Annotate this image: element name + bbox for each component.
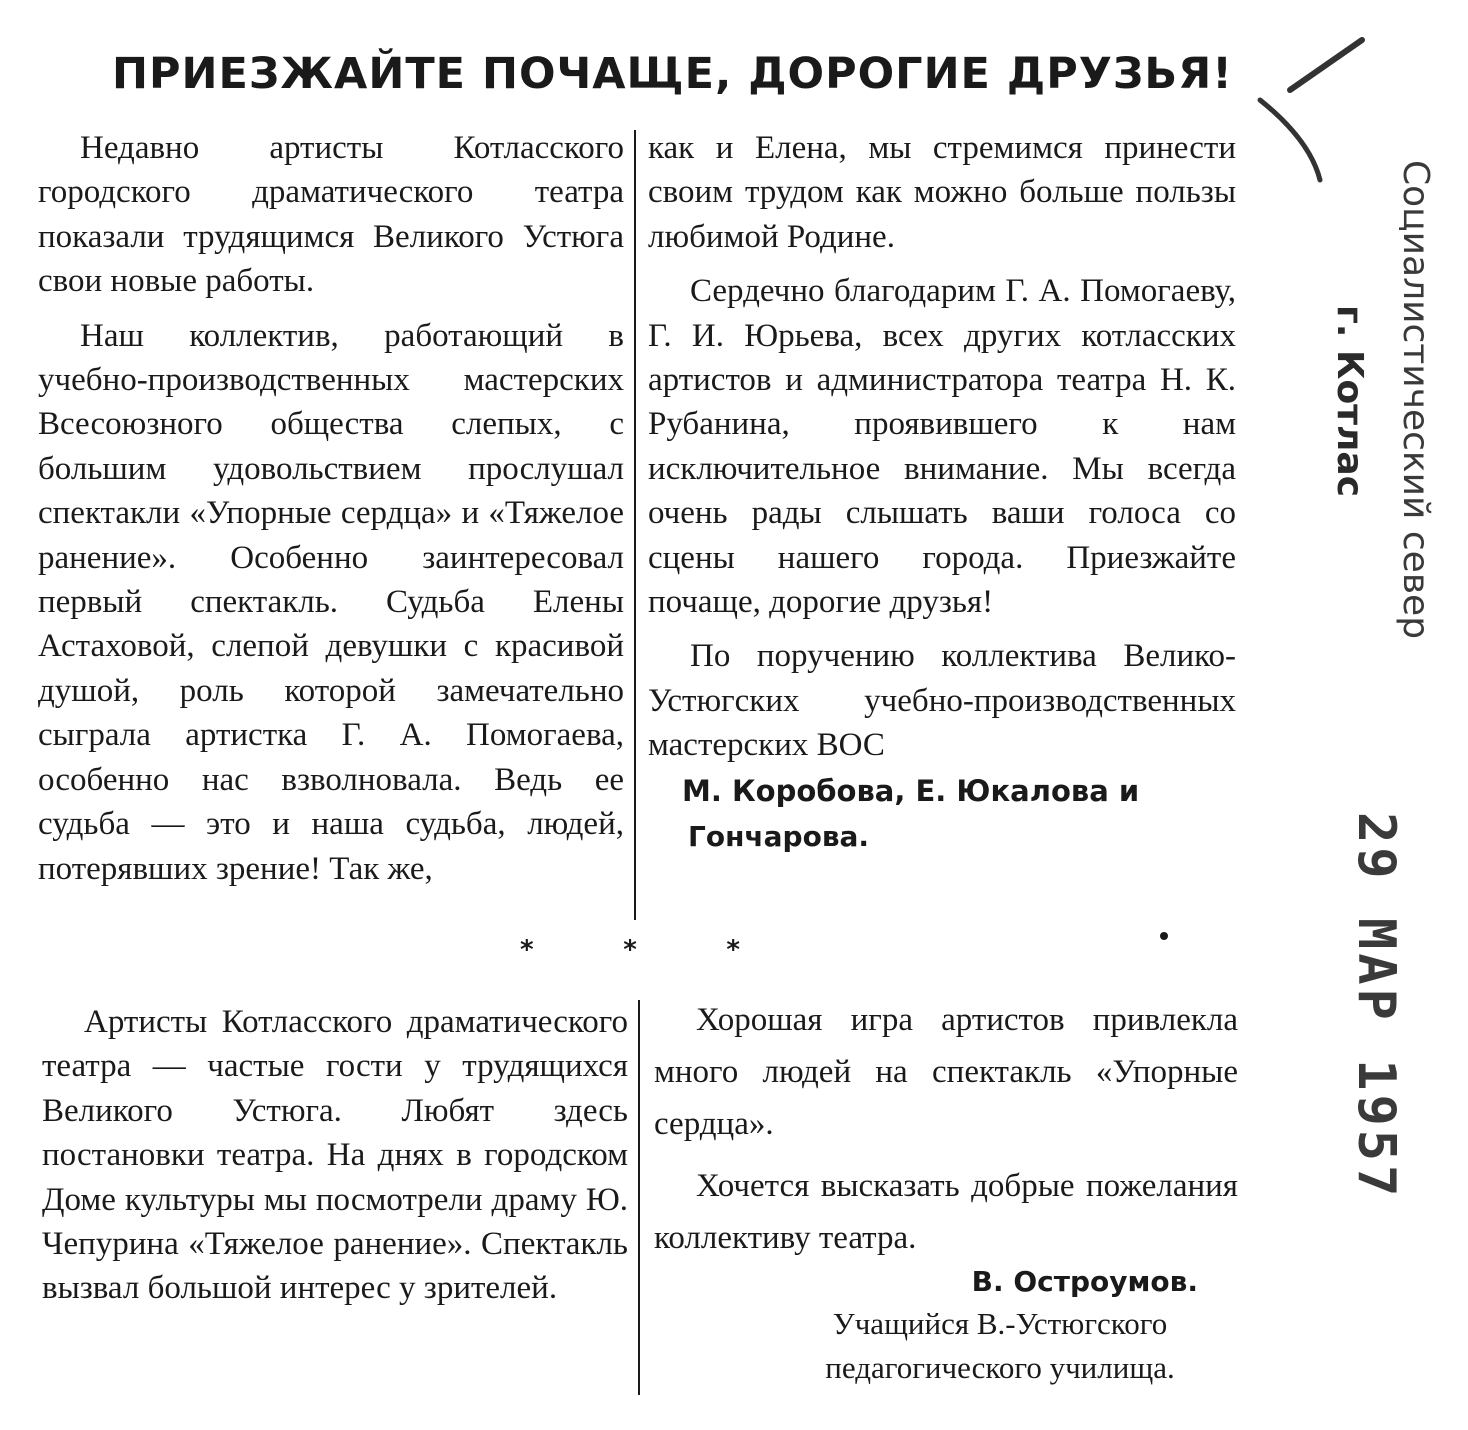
separator-star: *	[623, 935, 637, 965]
letter2-left-column	[42, 1000, 628, 1311]
city-stamp: г. Котлас	[1329, 305, 1370, 498]
letter1-paragraph-2: Наш коллектив, работающий в учебно-производственных мастерских Всесоюзного общества слепых, с большим удовольствием прослушал спектакли «Упорные сердца» и «Тяжелое ранение». Особенно заинтересовал первый спектакль. Судьба Елены Астаховой, слепой девушки с красивой душой, роль которой замечательно сыграла артистка Г. А. Помогаева, особенно нас взволновала. Ведь ее судьба — это и наша судьба, людей, потерявших зрение! Так же,	[38, 317, 624, 887]
letter1-right-column	[648, 126, 1236, 860]
letter1-signature-last: Гончарова.	[688, 819, 870, 853]
letter1-paragraph-3: Сердечно благодарим Г. А. Помогаеву, Г. И. Юрьева, всех других котласских артистов и администратора театра Н. К. Рубанина, проявившего к нам исключительное внимание. Мы всегда очень рады слышать ваши голоса со сцены нашего города. Приезжайте почаще, дорогие друзья!	[648, 273, 1236, 621]
ink-dot	[1160, 932, 1168, 940]
letter1-paragraph-2-continued: как и Елена, мы стремимся принести своим трудом как можно больше пользы любимой Родине.	[648, 130, 1236, 255]
letter2-paragraph-1: Артисты Котласского драматического театра — частые гости у трудящихся Великого Устюга. Любят здесь постановки театра. На днях в городском Доме культуры мы посмотрели драму Ю. Чепурина «Тяжелое ранение». Спектакль вызвал большой интерес у зрителей.	[42, 1004, 628, 1307]
newspaper-stamp: Социалистический север	[1395, 160, 1436, 640]
letter1-left-column	[38, 126, 624, 891]
column-rule-bottom	[638, 1000, 640, 1395]
handwritten-mark-icon	[1250, 30, 1380, 190]
letter1-signature-intro: По поручению коллектива Велико-Устюгских учебно-производственных мастерских ВОС	[648, 638, 1236, 764]
date-stamp: 29 МАР 1957	[1346, 812, 1406, 1201]
separator-star: *	[726, 935, 740, 965]
headline: ПРИЕЗЖАЙТЕ ПОЧАЩЕ, ДОРОГИЕ ДРУЗЬЯ!	[112, 49, 1233, 99]
section-separator	[520, 935, 740, 965]
letter2-author-title: Учащийся В.-Устюгского педагогического училища.	[825, 1306, 1175, 1385]
letter1-signature-names: М. Коробова, Е. Юкалова и	[682, 773, 1140, 808]
letter2-paragraph-3: Хочется высказать добрые пожелания коллективу театра.	[654, 1168, 1238, 1256]
separator-star: *	[520, 935, 534, 965]
letter2-author: В. Остроумов.	[971, 1265, 1198, 1298]
letter1-paragraph-1: Недавно артисты Котласского городского драматического театра показали трудящимся Великого Устюга свои новые работы.	[38, 130, 624, 300]
letter2-right-column	[654, 994, 1238, 1264]
column-rule-top	[634, 130, 636, 920]
letter2-paragraph-2: Хорошая игра артистов привлекла много людей на спектакль «Упорные сердца».	[654, 1002, 1238, 1142]
